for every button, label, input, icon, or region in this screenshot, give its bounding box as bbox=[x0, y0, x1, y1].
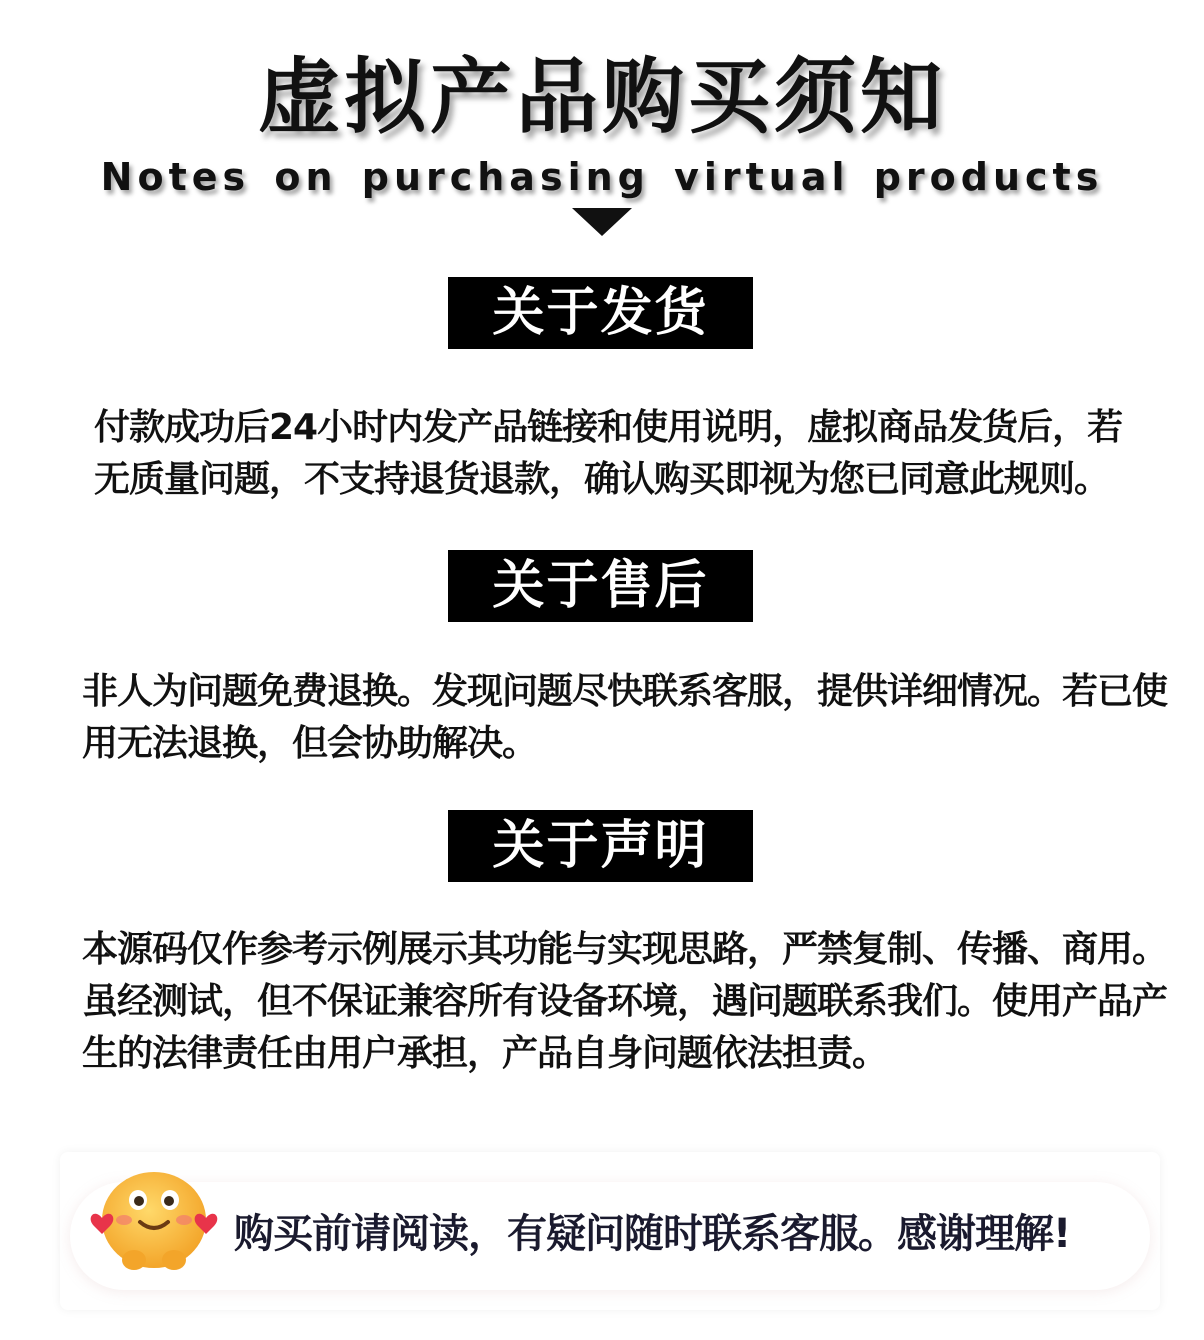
page-subtitle: Notes on purchasing virtual products bbox=[100, 155, 1104, 199]
section-heading-aftersales: 关于售后 bbox=[448, 550, 753, 622]
section-heading-shipping: 关于发货 bbox=[448, 277, 753, 349]
section-text-aftersales: 非人为问题免费退换。发现问题尽快联系客服，提供详细情况。若已使用无法退换，但会协助解决。 bbox=[82, 671, 1168, 764]
section-heading-statement: 关于声明 bbox=[448, 810, 753, 882]
section-text-shipping: 付款成功后24小时内发产品链接和使用说明，虚拟商品发货后，若无质量问题，不支持退货退款，确认购买即视为您已同意此规则。 bbox=[94, 407, 1123, 500]
smiling-face-with-hearts-icon bbox=[84, 1160, 224, 1280]
page-title: 虚拟产品购买须知 bbox=[257, 50, 946, 145]
footer-notice-text: 购买前请阅读，有疑问随时联系客服。感谢理解! bbox=[234, 1211, 1071, 1257]
down-arrow-icon bbox=[572, 208, 632, 236]
section-text-statement: 本源码仅作参考示例展示其功能与实现思路，严禁复制、传播、商用。虽经测试，但不保证兼容所有设备环境，遇问题联系我们。使用产品产生的法律责任由用户承担，产品自身问题依法担责。 bbox=[82, 929, 1168, 1074]
